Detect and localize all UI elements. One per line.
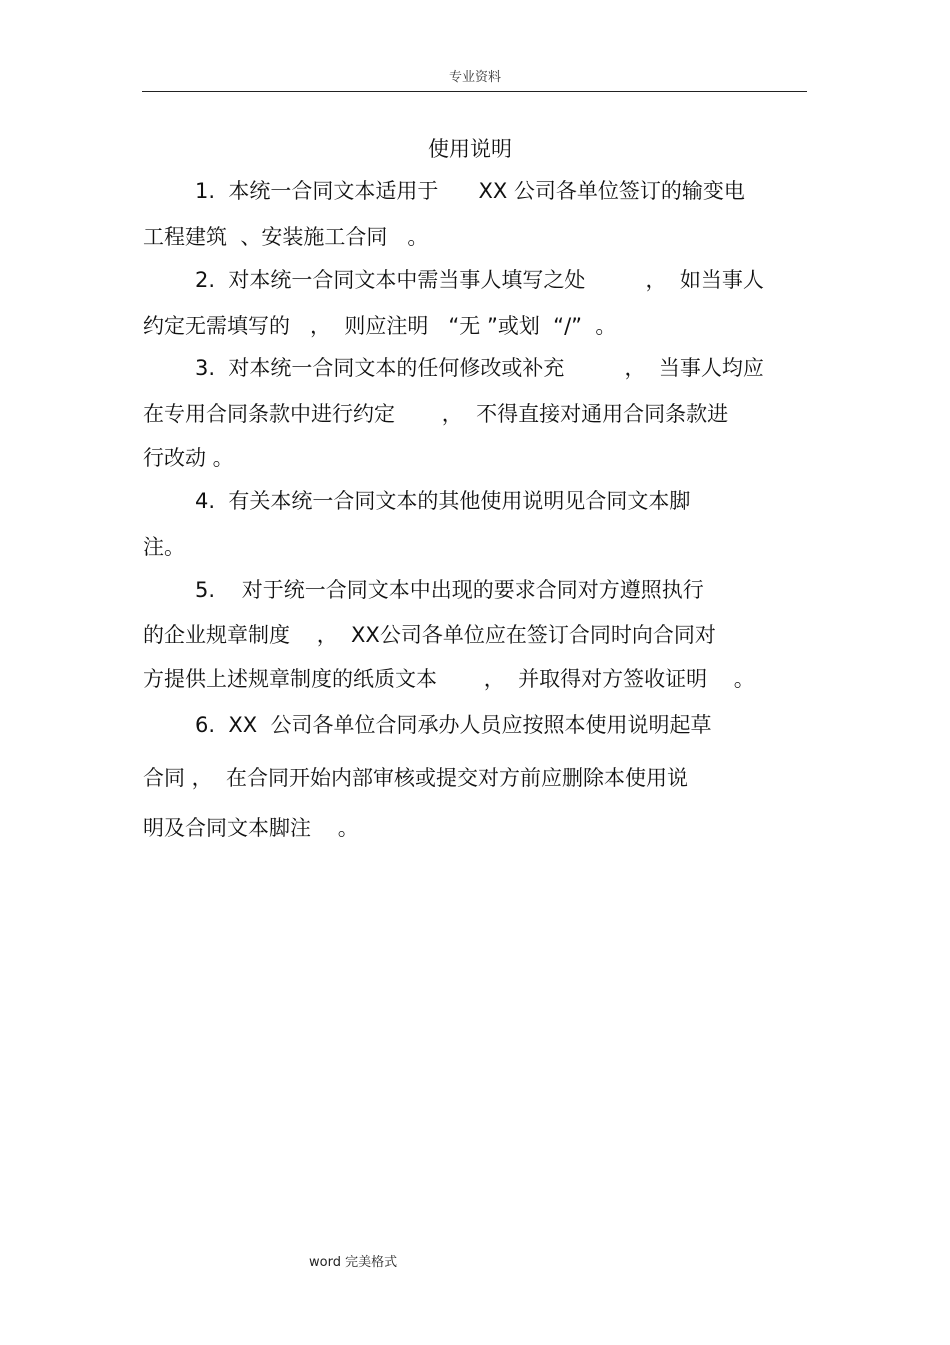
paragraph-3-line-3: 行改动 。: [143, 446, 234, 470]
paragraph-1-line-2: 工程建筑 、安装施工合同 。: [143, 225, 429, 249]
paragraph-6-line-1: 6. XX 公司各单位合同承办人员应按照本使用说明起草: [195, 713, 712, 737]
paragraph-5-line-2: 的企业规章制度 ， XX公司各单位应在签订合同时向合同对: [143, 623, 716, 647]
header-divider: [142, 91, 807, 92]
paragraph-1-line-1: 1. 本统一合同文本适用于 XX 公司各单位签订的输变电: [195, 179, 745, 203]
page-header-text: 专业资料: [448, 70, 501, 85]
paragraph-4-line-2: 注。: [143, 535, 185, 559]
paragraph-5-line-3: 方提供上述规章制度的纸质文本 ， 并取得对方签收证明 。: [143, 667, 755, 691]
paragraph-6-line-3: 明及合同文本脚注 。: [143, 816, 359, 840]
paragraph-5-line-1: 5. 对于统一合同文本中出现的要求合同对方遵照执行: [195, 578, 704, 602]
paragraph-4-line-1: 4. 有关本统一合同文本的其他使用说明见合同文本脚: [195, 489, 691, 513]
paragraph-6-line-2: 合同 ， 在合同开始内部审核或提交对方前应删除本使用说: [143, 766, 689, 790]
paragraph-3-line-2: 在专用合同条款中进行约定 ， 不得直接对通用合同条款进: [143, 402, 729, 426]
paragraph-2-line-1: 2. 对本统一合同文本中需当事人填写之处 ， 如当事人: [195, 268, 764, 292]
page-footer-text: word 完美格式: [309, 1255, 398, 1270]
paragraph-3-line-1: 3. 对本统一合同文本的任何修改或补充 ， 当事人均应: [195, 356, 764, 380]
paragraph-2-line-2: 约定无需填写的 ， 则应注明 “无 ”或划 “/” 。: [143, 314, 617, 338]
document-title: 使用说明: [428, 137, 512, 161]
